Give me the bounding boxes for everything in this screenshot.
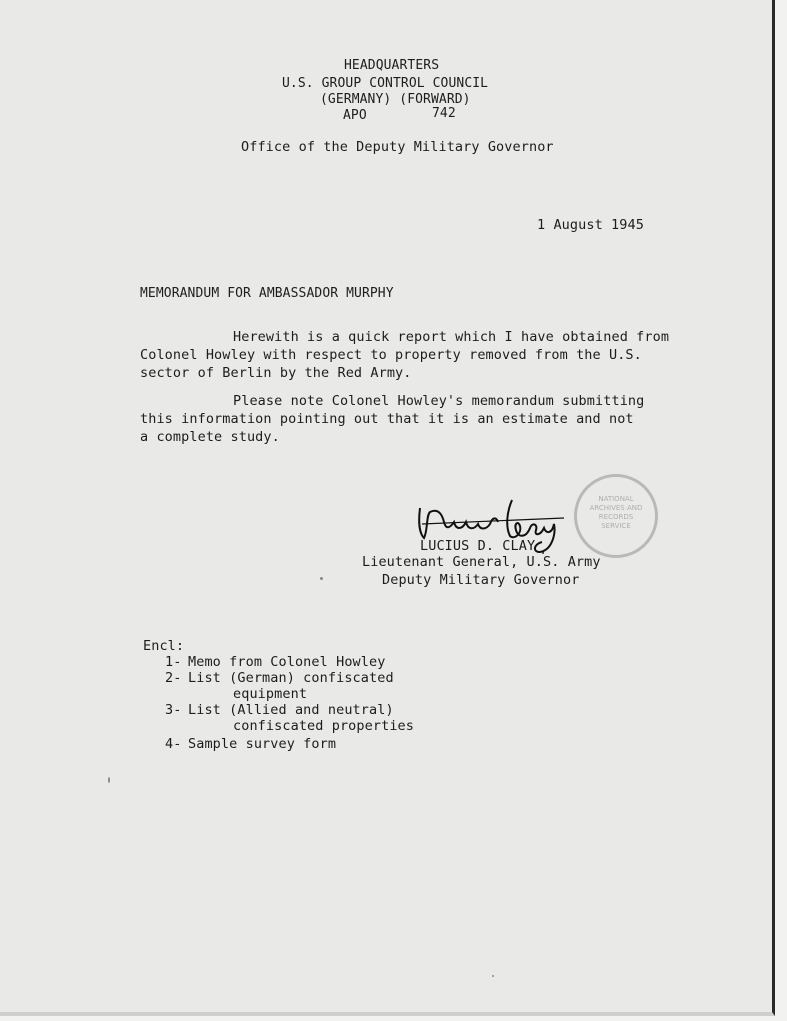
date: 1 August 1945 — [537, 217, 644, 233]
enclosure-number: 3- — [165, 702, 182, 718]
body-p2-line2: this information pointing out that it is an estimate and not — [140, 411, 634, 427]
memo-subject: MEMORANDUM FOR AMBASSADOR MURPHY — [140, 286, 394, 301]
header-apo-label: APO — [343, 108, 367, 123]
header-headquarters: HEADQUARTERS — [344, 58, 440, 73]
enclosures-label: Encl: — [143, 638, 185, 654]
stamp-line2: ARCHIVES AND — [589, 504, 643, 512]
enclosure-text-continued: confiscated properties — [233, 718, 415, 734]
enclosure-number: 2- — [165, 670, 182, 686]
body-p1-line3: sector of Berlin by the Red Army. — [140, 365, 412, 381]
archive-stamp — [574, 474, 658, 558]
header-council: U.S. GROUP CONTROL COUNCIL — [282, 76, 489, 91]
enclosure-text: List (German) confiscated — [188, 670, 394, 686]
enclosure-text: List (Allied and neutral) — [188, 702, 394, 718]
paper-speck — [108, 777, 110, 783]
stamp-line4: SERVICE — [601, 522, 631, 530]
signer-name: LUCIUS D. CLAY — [420, 538, 536, 554]
paper-speck — [320, 577, 323, 580]
enclosure-text: Memo from Colonel Howley — [188, 654, 386, 670]
stamp-line3: RECORDS — [598, 513, 634, 521]
stamp-line1: NATIONAL — [598, 495, 634, 503]
enclosure-number: 1- — [165, 654, 182, 670]
body-p1-line2: Colonel Howley with respect to property removed from the U.S. — [140, 347, 642, 363]
signer-title: Deputy Military Governor — [382, 572, 580, 588]
body-p2-line1: Please note Colonel Howley's memorandum submitting — [233, 393, 645, 409]
enclosure-text-continued: equipment — [233, 686, 308, 702]
enclosure-number: 4- — [165, 736, 182, 752]
signer-rank: Lieutenant General, U.S. Army — [362, 554, 601, 570]
header-germany-forward: (GERMANY) (FORWARD) — [320, 92, 471, 107]
body-p2-line3: a complete study. — [140, 429, 280, 445]
office-line: Office of the Deputy Military Governor — [241, 139, 554, 155]
paper-speck — [492, 975, 494, 977]
body-p1-line1: Herewith is a quick report which I have obtained from — [233, 329, 670, 345]
header-apo-number: 742 — [432, 106, 456, 121]
enclosure-text: Sample survey form — [188, 736, 337, 752]
